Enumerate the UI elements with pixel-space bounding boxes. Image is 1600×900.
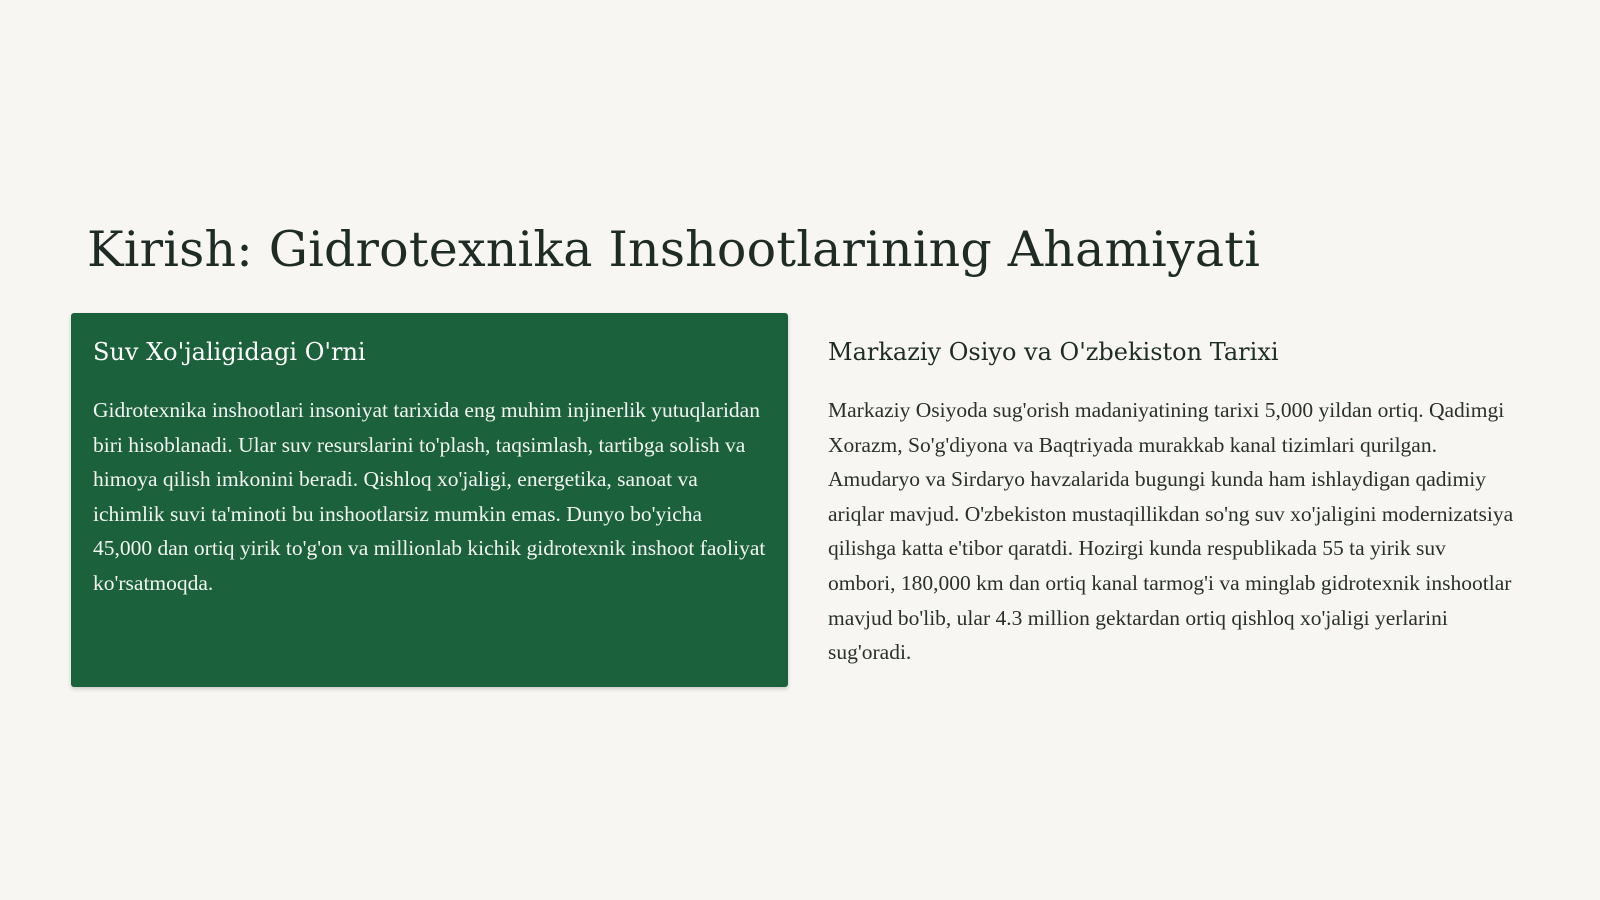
water-management-role-card bbox=[71, 313, 788, 687]
card-body-text: Gidrotexnika inshootlari insoniyat tarixida eng muhim injinerlik yutuqlaridan biri hisoblanadi. Ular suv resurslarini to'plash, taqsimlash, tartibga solish va himoya qilish imkonini beradi. Qishloq xo'jaligi, energetika, sanoat va ichimlik suvi ta'minoti bu inshootlarsiz mumkin emas. Dunyo bo'yicha 45,000 dan ortiq yirik to'g'on va millionlab kichik gidrotexnik inshoot faoliyat ko'rsatmoqda. bbox=[93, 398, 766, 595]
card-heading: Markaziy Osiyo va O'zbekiston Tarixi bbox=[828, 338, 1279, 366]
central-asia-history-card bbox=[806, 313, 1536, 687]
slide-title: Kirish: Gidrotexnika Inshootlarining Ahamiyati bbox=[87, 221, 1261, 278]
card-heading: Suv Xo'jaligidagi O'rni bbox=[93, 338, 366, 366]
card-body-text: Markaziy Osiyoda sug'orish madaniyatining tarixi 5,000 yildan ortiq. Qadimgi Xorazm, So'g'diyona va Baqtriyada murakkab kanal tizimlari qurilgan. Amudaryo va Sirdaryo havzalarida bugungi kunda ham ishlaydigan qadimiy ariqlar mavjud. O'zbekiston mustaqillikdan so'ng suv xo'jaligini modernizatsiya qilishga katta e'tibor qaratdi. Hozirgi kunda respublikada 55 ta yirik suv ombori, 180,000 km dan ortiq kanal tarmog'i va minglab gidrotexnik inshootlar mavjud bo'lib, ular 4.3 million gektardan ortiq qishloq xo'jaligi yerlarini sug'oradi. bbox=[828, 398, 1514, 665]
